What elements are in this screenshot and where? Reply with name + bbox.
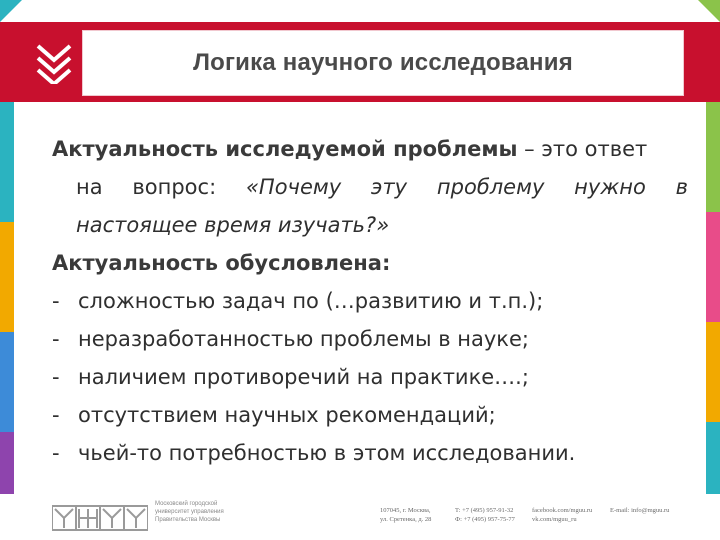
footer-phone-line: Ф: +7 (495) 957-75-77: [455, 516, 515, 523]
left-stripe-blue: [0, 332, 14, 432]
list-item: [52, 320, 688, 358]
question-lead: на вопрос:: [76, 175, 246, 199]
footer-email-link[interactable]: E-mail: info@mguu.ru: [610, 507, 670, 514]
left-stripe-orange: [0, 222, 14, 332]
question-quote-part1: «Почему эту проблему нужно в: [245, 175, 688, 199]
footer-uni-line: университет управления: [155, 509, 224, 515]
list-dash: -: [52, 441, 60, 465]
list-dash: -: [52, 365, 60, 389]
footer-social[interactable]: [532, 506, 592, 524]
list-item-text: чьей-то потребностью в этом исследовании.: [78, 441, 576, 465]
relevance-heading: Актуальность обусловлена:: [52, 251, 391, 275]
right-stripe-green: [706, 102, 720, 212]
corner-accent-right: [698, 0, 720, 22]
footer: [0, 494, 720, 540]
title-box: [82, 30, 684, 96]
relevance-dash-text: – это ответ: [517, 137, 648, 161]
footer-university-name: [155, 500, 255, 524]
footer-phone-line: T: +7 (495) 957-91-32: [455, 507, 514, 514]
list-item-text: неразработанностью проблемы в науке;: [78, 327, 529, 351]
relevance-definition: [52, 130, 688, 168]
footer-address-line: ул. Сретенка, д. 28: [380, 516, 432, 523]
list-dash: -: [52, 403, 60, 427]
footer-uni-line: Правительства Москвы: [155, 517, 221, 523]
right-stripe-orange: [706, 322, 720, 422]
footer-address-line: 107045, г. Москва,: [380, 507, 431, 514]
relevance-reasons-list: [52, 282, 688, 472]
footer-email[interactable]: [610, 506, 669, 515]
corner-accent-left: [0, 0, 22, 22]
university-logo-icon: [52, 504, 148, 532]
list-item: [52, 358, 688, 396]
list-item-text: сложностью задач по (…развитию и т.п.);: [78, 289, 544, 313]
list-item: [52, 396, 688, 434]
list-item-text: наличием противоречий на практике….;: [78, 365, 529, 389]
left-stripe-purple: [0, 432, 14, 494]
relevance-term: Актуальность исследуемой проблемы: [52, 137, 518, 161]
footer-phones: [455, 506, 515, 524]
list-item: [52, 434, 688, 472]
double-chevron-down-icon: [34, 40, 74, 84]
relevance-question-line1: [52, 168, 688, 206]
footer-vk-link[interactable]: vk.com/mguu_ru: [532, 516, 577, 523]
relevance-question-line2: [52, 206, 688, 244]
list-dash: -: [52, 327, 60, 351]
right-stripe-teal: [706, 422, 720, 494]
footer-facebook-link[interactable]: facebook.com/mguu.ru: [532, 507, 593, 514]
right-stripe-pink: [706, 212, 720, 322]
question-quote-part2: настоящее время изучать?»: [76, 213, 390, 237]
footer-address: [380, 506, 431, 524]
list-item-text: отсутствием научных рекомендаций;: [78, 403, 496, 427]
list-item: [52, 282, 688, 320]
page-title: Логика научного исследования: [193, 49, 573, 76]
list-dash: -: [52, 289, 60, 313]
footer-uni-line: Московский городской: [155, 501, 218, 507]
left-stripe-teal: [0, 102, 14, 222]
slide-content: [52, 130, 688, 472]
